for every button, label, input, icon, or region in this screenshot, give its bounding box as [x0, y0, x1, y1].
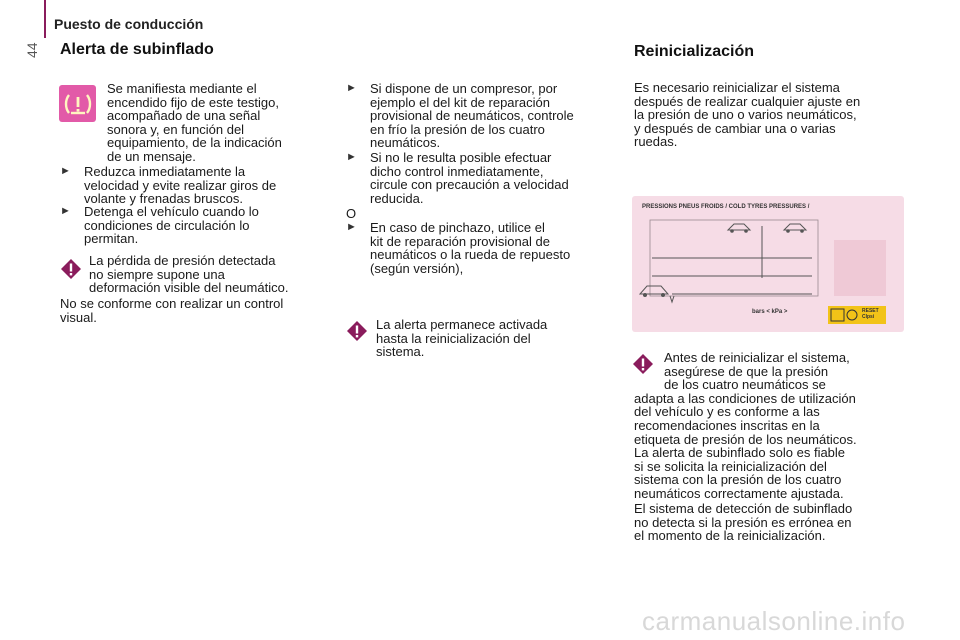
exclamation-info-icon: [60, 258, 82, 280]
tyre-pressure-warning-icon: [59, 85, 96, 122]
triangle-arrow-icon: ►: [60, 205, 71, 217]
alerta-intro: Se manifiesta mediante el encendido fijo de este testigo, acompañado de una señal sonora y, en función del equipamiento, de la indicación de un mensaje.: [107, 81, 282, 164]
alerta-note: La pérdida de presión detectada no siempre supone una deformación visible del neumático.: [89, 253, 289, 296]
alerta-title: Alerta de subinflado: [60, 41, 214, 58]
exclamation-info-icon: [346, 320, 368, 342]
reset-note: Antes de reinicializar el sistema, asegúrese de que la presión de los cuatro neumáticos se adapta a las condiciones de utilización del vehículo y es conforme a las recomendaciones inscritas en la etiqueta de presión de los neumáticos.: [634, 350, 857, 447]
middle-bullet: ► Si no le resulta posible efectuar dicho control inmediatamente, circule con precaución a velocidad reducida.: [346, 150, 569, 206]
or-label: O: [346, 206, 357, 221]
triangle-arrow-icon: ►: [60, 165, 71, 177]
tyre-pressure-label: [632, 196, 904, 332]
reset-intro: Es necesario reinicializar el sistema después de realizar cualquier ajuste en la presión de uno o varios neumáticos, y después de cambiar una o varias ruedas.: [634, 80, 861, 150]
alerta-bullet: ► Reduzca inmediatamente la velocidad y evite realizar giros de volante y frenadas bruscos.: [60, 164, 277, 207]
tyre-label-units: bars < kPa >: [752, 309, 788, 315]
reset-paragraph: La alerta de subinflado solo es fiable si se solicita la reinicialización del sistema con la presión de los cuatro neumáticos correctamente ajustada.: [634, 445, 846, 501]
alerta-bullet: ► Detenga el vehículo cuando lo condiciones de circulación lo permitan.: [60, 204, 259, 247]
reset-badge-text: RESET Clpsi: [862, 308, 879, 320]
triangle-arrow-icon: ►: [346, 151, 357, 163]
middle-bullet: ► En caso de pinchazo, utilice el kit de reparación provisional de neumáticos o la rueda de repuesto (según versión),: [346, 220, 571, 276]
section-header: Puesto de conducción: [54, 16, 204, 32]
triangle-arrow-icon: ►: [346, 221, 357, 233]
alerta-footer: No se conforme con realizar un control visual.: [60, 296, 284, 325]
middle-note: La alerta permanece activada hasta la reinicialización del sistema.: [376, 317, 548, 360]
tyre-label-heading: PRESSIONS PNEUS FROIDS / COLD TYRES PRESSURES /: [642, 204, 810, 210]
reset-title: Reinicialización: [634, 43, 755, 60]
middle-bullet: ► Si dispone de un compresor, por ejemplo el del kit de reparación provisional de neumáticos, controle en frío la presión de los cuatro neumáticos.: [346, 81, 574, 151]
header-accent-bar: [44, 0, 46, 38]
triangle-arrow-icon: ►: [346, 82, 357, 94]
page-number: 44: [24, 42, 40, 58]
reset-paragraph: El sistema de detección de subinflado no detecta si la presión es errónea en el momento de la reinicialización.: [634, 501, 853, 544]
watermark: carmanualsonline.info: [642, 606, 906, 636]
